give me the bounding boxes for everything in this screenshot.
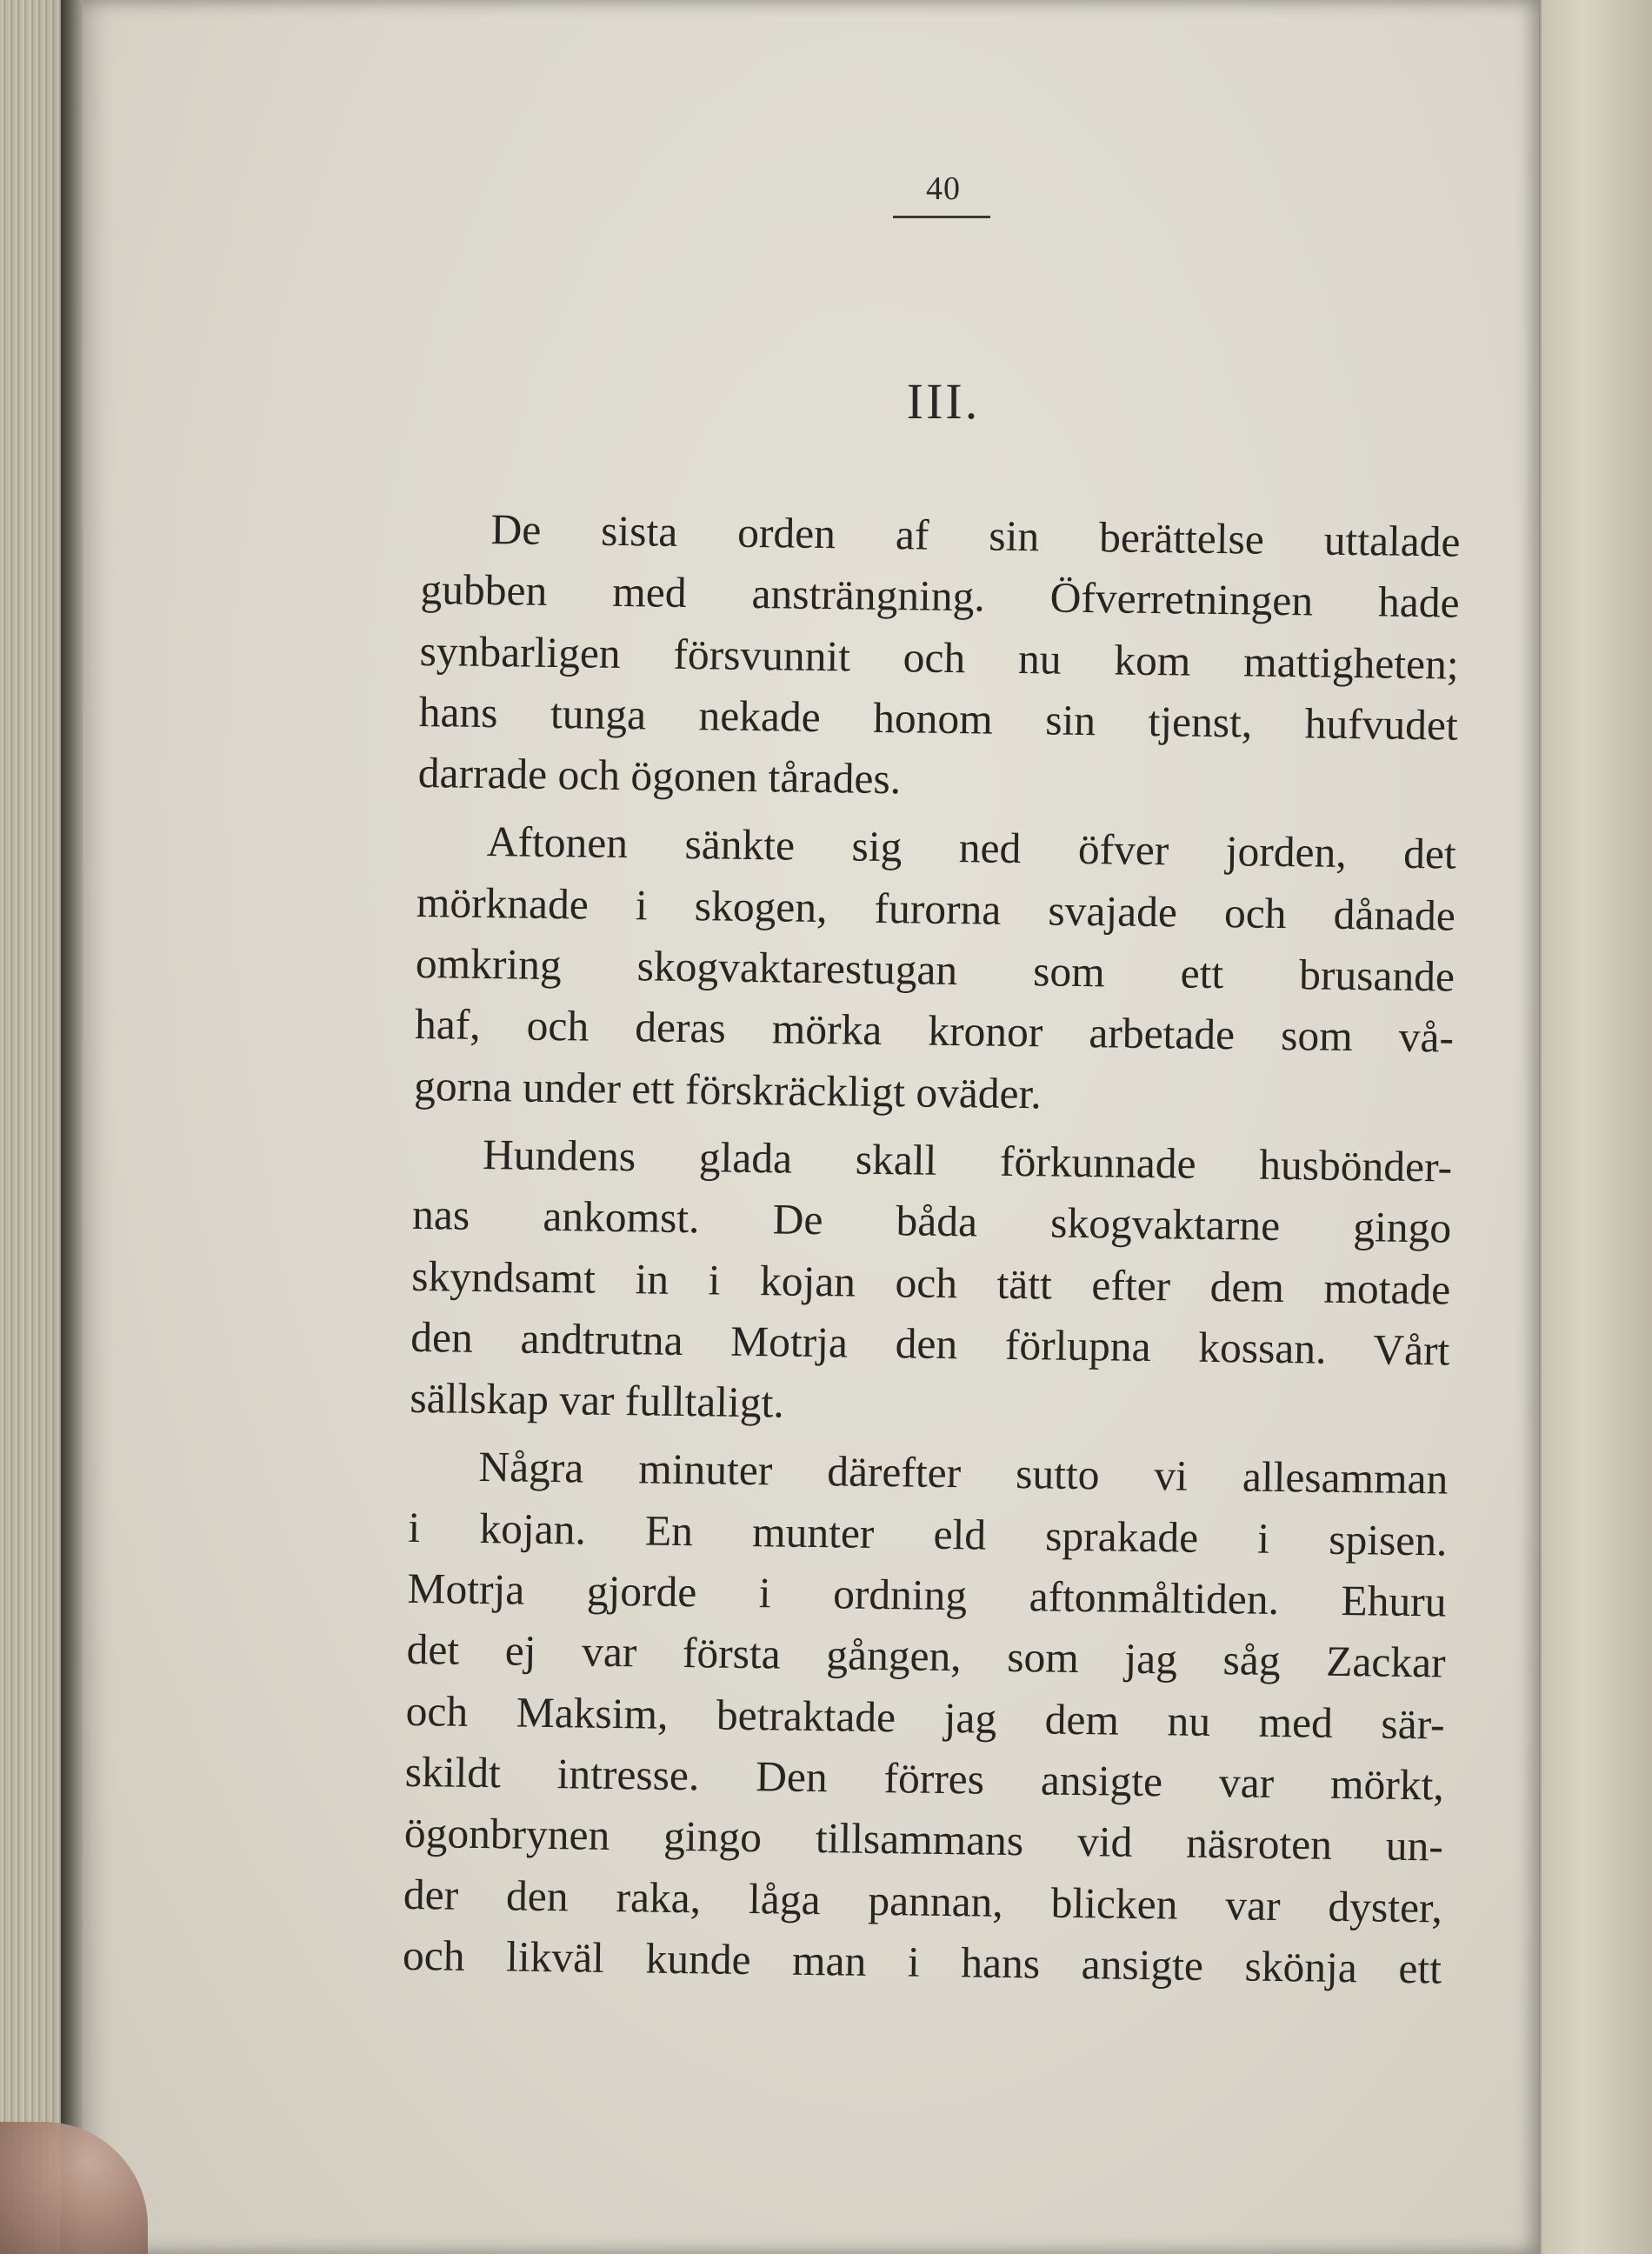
book-page [83, 0, 1539, 2254]
text-line: det ej var första gången, som jag såg Zackar [406, 1625, 1446, 1687]
text-line: synbarligen försvunnit och nu kom mattigheten; [419, 626, 1459, 689]
text-line: De sista orden af sin berättelse uttalade [490, 505, 1461, 566]
paragraph-1 [417, 498, 1460, 817]
right-page-edge [1530, 0, 1652, 2254]
text-line: sällskap var fulltaligt. [410, 1374, 785, 1427]
chapter-heading: III. [906, 373, 981, 430]
page-number: 40 [926, 170, 961, 207]
paragraph-4 [403, 1436, 1449, 1999]
text-line: ögonbrynen gingo tillsammans vid näsroten un- [403, 1809, 1444, 1871]
text-line: gubben med ansträngning. Öfverretningen hade [420, 565, 1460, 627]
text-line: hans tunga nekade honom sin tjenst, hufvudet [418, 687, 1459, 750]
text-line: Hundens glada skall förkunnade husbönder- [482, 1130, 1453, 1191]
text-line: skyndsamt in i kojan och tätt efter dem motade [410, 1251, 1451, 1314]
text-line: gorna under ett förskräckligt oväder. [413, 1061, 1042, 1118]
text-line: skildt intresse. Den förres ansigte var mörkt, [404, 1747, 1445, 1810]
text-line: i kojan. En munter eld sprakade i spisen. [408, 1503, 1448, 1565]
text-line: och likväl kunde man i hans ansigte skönja ett [402, 1931, 1442, 1993]
paragraph-3 [410, 1124, 1452, 1443]
paragraph-2 [414, 810, 1456, 1130]
text-line: Några minuter därefter sutto vi allesamman [478, 1443, 1449, 1504]
text-line: der den raka, låga pannan, blicken var dyster, [403, 1870, 1443, 1932]
text-line: och Maksim, betraktade jag dem nu med sär- [405, 1686, 1446, 1749]
text-line: darrade och ögonen tårades. [417, 749, 902, 804]
text-line: Aftonen sänkte sig ned öfver jorden, det [486, 817, 1457, 879]
text-line: mörknade i skogen, furorna svajade och dånade [416, 877, 1456, 940]
text-line: omkring skogvaktarestugan som ett brusande [415, 939, 1455, 1001]
page-number-rule [893, 216, 990, 218]
text-line: Motrja gjorde i ordning aftonmåltiden. Ehuru [407, 1564, 1447, 1626]
text-line: haf, och deras mörka kronor arbetade som vå- [414, 1000, 1455, 1062]
text-line: den andtrutna Motrja den förlupna kossan. Vårt [410, 1312, 1450, 1375]
text-line: nas ankomst. De båda skogvaktarne gingo [411, 1190, 1452, 1252]
body-text [402, 498, 1460, 2007]
